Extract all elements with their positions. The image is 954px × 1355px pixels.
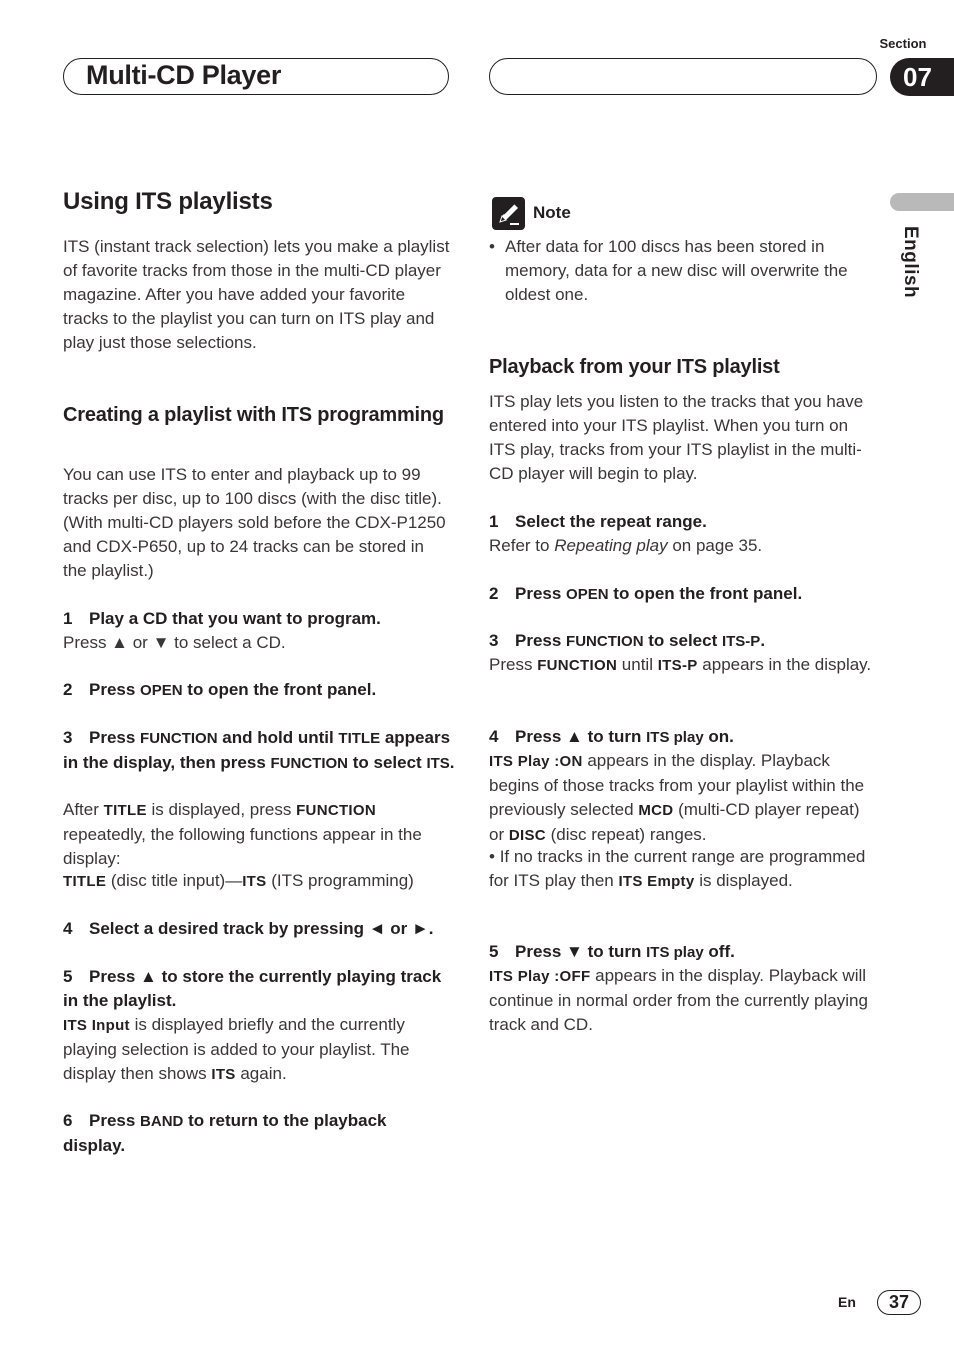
chapter-title: Multi-CD Player [86, 60, 282, 90]
note-label: Note [533, 203, 571, 222]
intro-paragraph: ITS (instant track selection) lets you make a playlist of favorite tracks from those in the multi-CD player magazine. After you have added your favorite tracks to the playlist you can turn on ITS play and play just those selections. [63, 237, 450, 352]
page-number: 37 [888, 1292, 910, 1312]
creating-intro: You can use ITS to enter and playback up to 99 tracks per disc, up to 100 discs (with the disc title). (With multi-CD players sold before the CDX-P1250 and CDX-P650, up to 24 tracks can be stored in the playlist.) [63, 465, 446, 580]
section-label: Section [879, 36, 927, 51]
note-pencil-icon [492, 197, 525, 230]
playback-intro: ITS play lets you listen to the tracks that you have entered into your ITS playlist. When you turn on ITS play, tracks from your ITS playlist in the multi-CD player will begin to play. [489, 392, 864, 483]
section-number: 07 [903, 61, 932, 92]
right-step-2-title: 2 Press OPEN to open the front panel. [489, 584, 803, 603]
right-step-4-body: ITS Play :ON appears in the display. Playback begins of those tracks from your playlist within the previously selected MCD (multi-CD player repeat) or DISC (disc repeat) ranges. [489, 751, 865, 844]
left-step-5-title: 5 Press ▲ to store the currently playing track in the playlist. [63, 967, 442, 1010]
sub-heading-playback: Playback from your ITS playlist [489, 356, 780, 378]
right-step-3-title: 3 Press FUNCTION to select ITS-P. [489, 631, 766, 650]
right-step-5-body: ITS Play :OFF appears in the display. Playback will continue in normal order from the currently playing track and CD. [489, 966, 868, 1034]
left-step-5-body: ITS Input is displayed briefly and the currently playing selection is added to your playlist. The display then shows ITS again. [63, 1015, 410, 1083]
sub-heading-creating: Creating a playlist with ITS programming [63, 404, 444, 426]
left-step-3-title: 3 Press FUNCTION and hold until TITLE appears in the display, then press FUNCTION to select ITS. [63, 728, 455, 772]
left-step-6-title: 6 Press BAND to return to the playback display. [63, 1111, 387, 1155]
empty-title-box [489, 58, 877, 95]
left-step-3-functions: TITLE (disc title input)—ITS (ITS programming) [63, 871, 414, 890]
left-step-1-body: Press ▲ or ▼ to select a CD. [63, 633, 286, 652]
right-step-1-title: 1 Select the repeat range. [489, 512, 707, 531]
left-step-4-title: 4 Select a desired track by pressing ◄ or ►. [63, 919, 434, 938]
note-bullet: • After data for 100 discs has been stored in memory, data for a new disc will overwrite the oldest one. [489, 235, 879, 307]
left-step-3-body: After TITLE is displayed, press FUNCTION repeatedly, the following functions appear in the display: [63, 800, 422, 868]
right-step-4-bullet: • If no tracks in the current range are programmed for ITS play then ITS Empty is displayed. [489, 847, 866, 890]
right-step-3-body: Press FUNCTION until ITS-P appears in the display. [489, 655, 872, 674]
right-step-5-title: 5 Press ▼ to turn ITS play off. [489, 942, 735, 961]
section-number-badge [890, 58, 954, 96]
right-step-1-body: Refer to Repeating play on page 35. [489, 536, 763, 555]
chapter-title-box [63, 58, 449, 95]
footer-language-code: En [838, 1294, 856, 1310]
language-tab-marker [890, 193, 954, 211]
main-heading: Using ITS playlists [63, 188, 273, 215]
page-number-box [877, 1290, 921, 1315]
left-step-2-title: 2 Press OPEN to open the front panel. [63, 680, 377, 699]
left-step-1-title: 1 Play a CD that you want to program. [63, 609, 381, 628]
right-step-4-title: 4 Press ▲ to turn ITS play on. [489, 727, 734, 746]
language-label: English [900, 226, 921, 299]
